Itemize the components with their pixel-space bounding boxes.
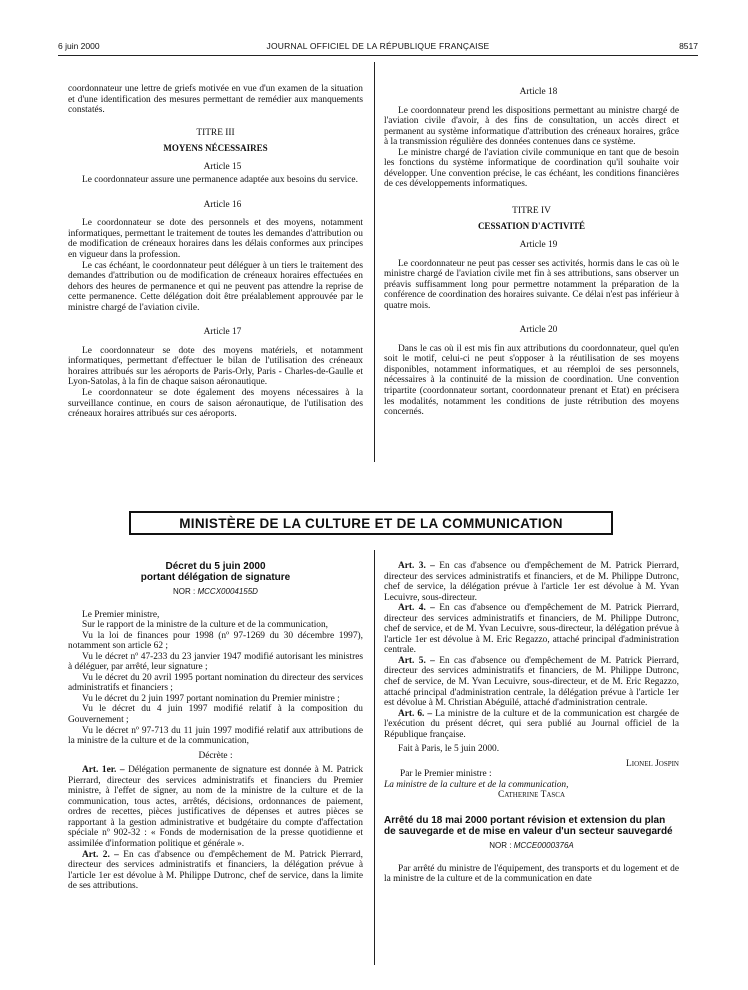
- visa-item: Sur le rapport de la ministre de la culture et de la communication,: [82, 620, 329, 631]
- titre-4-label: TITRE IV: [512, 205, 551, 216]
- article-1-label: Art. 1er. –: [82, 765, 125, 776]
- premier-ministre: Le Premier ministre,: [82, 609, 160, 620]
- titre-3-label: TITRE III: [196, 127, 235, 138]
- article-18-paragraph-2: Le ministre chargé de l'aviation civile communique en tant que de besoin les fonctions du système informatique de coordination qu'il souhaite voir développer. Une convention précise, le cas échéant, les conditions financières de ces développements informatiques.: [384, 147, 679, 190]
- titre-3-heading: MOYENS NÉCESSAIRES: [163, 143, 268, 154]
- article-1-text: Délégation permanente de signature est donnée à M. Patrick Pierrard, directeur des services administratifs et financiers du Premier ministre, à l'effet de signer, au nom de la ministre de la culture et de la communication, tous actes, arrêtés, décisions, ordonnances de paiement, ordres de recettes, pièces justificatives de dépenses et autres pièces se rapportant à la gestion administrative et budgétaire du compte d'affectation spéciale nº 902-32 : « Fonds de modernisation de la presse quotidienne et assimilée d'information politique et générale ».: [68, 765, 364, 850]
- article-6-text: La ministre de la culture et de la communication est chargée de l'exécution du présent décret, qui sera publié au Journal officiel de la République française.: [384, 708, 679, 740]
- issue-date: 6 juin 2000: [58, 41, 100, 51]
- decree-title-line-1: Décret du 5 juin 2000: [165, 561, 266, 572]
- article-16-label: Article 16: [203, 199, 242, 210]
- article-20-label: Article 20: [519, 325, 558, 336]
- arrete-nor: [384, 841, 679, 852]
- article-3: [384, 561, 679, 603]
- article-15-text: Le coordonnateur assure une permanence adaptée aux besoins du service.: [82, 175, 358, 186]
- top-right-column: [384, 87, 679, 418]
- article-20-text: Dans le cas où il est mis fin aux attributions du coordonnateur, quel qu'en soit le motif, celui-ci ne peut s'opposer à la réutilisation de ses moyens disponibles, notamment informatiques, et au réemploi de ses personnels, nécessaires à la continuité de la mission de coordination. Une convention tripartite (coordonnateur sortant, coordonnateur prenant et Etat) en précisera les modalités, notamment les conditions de juste rétribution des moyens concernés.: [384, 343, 679, 418]
- visa-item: Vu la loi de finances pour 1998 (nº 97-1269 du 30 décembre 1997), notamment son article 62 ;: [68, 630, 363, 652]
- decree-nor: [68, 587, 363, 598]
- bottom-left-column: [68, 561, 363, 892]
- bottom-right-column: [384, 561, 679, 885]
- article-6: [384, 709, 679, 741]
- journal-title: JOURNAL OFFICIEL DE LA RÉPUBLIQUE FRANÇAISE: [266, 41, 490, 51]
- decree-nor-label: NOR :: [173, 587, 196, 596]
- ministre-name: Catherine Tasca: [497, 790, 566, 801]
- article-15-label: Article 15: [203, 161, 242, 172]
- article-16-paragraph-1: Le coordonnateur se dote des personnels et des moyens, notamment informatiques, permettant le traitement de toutes les demandes d'attribution ou de modification de créneaux horaires dans les délais conformes aux principes en vigueur dans la profession.: [68, 218, 363, 261]
- article-6-label: Art. 6. –: [398, 708, 433, 719]
- article-2-label: Art. 2. –: [82, 849, 119, 860]
- page-header: [58, 41, 698, 55]
- par-le-premier-ministre: Par le Premier ministre :: [400, 769, 492, 780]
- article-19-text: Le coordonnateur ne peut pas cesser ses activités, hormis dans le cas où le ministre chargé de l'aviation civile met fin à ses attributions, sans observer un préavis suffisamment long pour permettre notamment la préparation de la conférence de coordination des horaires suivante. Ce délai n'est pas inférieur à quatre mois.: [384, 258, 679, 311]
- article-16-paragraph-2: Le cas échéant, le coordonnateur peut déléguer à un tiers le traitement des demandes d'attribution ou de modification de créneaux horaires effectuées en dehors des heures de permanence et qui ne peuvent pas attendre la reprise de cette permanence. Cette délégation doit être préalablement approuvée par le ministre chargé de l'aviation civile.: [68, 260, 363, 313]
- decree-title: [68, 561, 363, 583]
- article-5-text: En cas d'absence ou d'empêchement de M. Patrick Pierrard, directeur des services administratifs et financiers, de M. Philippe Dutronc, chef de service, de M. Yvan Lecuivre, sous-directeur, et de M. Eric Regazzo, attaché principal d'administration centrale, la délégation prévue à l'article 1er est dévolue à M. Christian Abéguilé, attaché d'administration centrale.: [384, 655, 680, 709]
- ministre-role: La ministre de la culture et de la communication,: [384, 779, 569, 790]
- visa-list: [68, 620, 363, 747]
- column-divider-bottom: [374, 550, 375, 965]
- arrete-nor-label: NOR :: [489, 841, 512, 851]
- signatory: Lionel Jospin: [626, 758, 679, 769]
- decrete: Décrète :: [198, 750, 233, 761]
- article-2-text: En cas d'absence ou d'empêchement de M. Patrick Pierrard, directeur des services administratifs et financiers, la délégation prévue à l'article 1er est dévolue à M. Philippe Dutronc, chef de service, dans la limite de ses attributions.: [68, 849, 364, 892]
- header-rule: [58, 55, 698, 56]
- article-1: [68, 765, 363, 849]
- article-4-text: En cas d'absence ou d'empêchement de M. Patrick Pierrard, directeur des services administratifs et financiers, de M. Philippe Dutronc, chef de service, et de M. Yvan Lecuivre, sous-directeur, la délégation prévue à l'article 1er est dévolue à M. Eric Regazzo, attaché principal d'administration centrale.: [384, 603, 680, 656]
- arrete-nor-code: MCCE0000376A: [513, 841, 574, 851]
- decree-nor-code: MCCX0004155D: [197, 587, 258, 596]
- continued-paragraph: coordonnateur une lettre de griefs motivée en vue d'un examen de la situation et d'une identification des mesures permettant de remédier aux manquements constatés.: [68, 84, 363, 116]
- visa-item: Vu le décret du 4 juin 1997 modifié relatif à la composition du Gouvernement ;: [68, 704, 363, 726]
- article-5: [384, 656, 679, 709]
- article-4-label: Art. 4. –: [398, 603, 435, 614]
- decree-title-line-2: portant délégation de signature: [140, 572, 291, 583]
- page-number: 8517: [679, 41, 698, 51]
- article-4: [384, 603, 679, 656]
- article-17-label: Article 17: [203, 327, 242, 338]
- arrete-title: Arrêté du 18 mai 2000 portant révision et extension du plan de sauvegarde et de mise en valeur d'un secteur sauvegardé: [384, 815, 673, 838]
- visa-item: Vu le décret du 2 juin 1997 portant nomination du Premier ministre ;: [82, 693, 340, 704]
- article-2: [68, 850, 363, 892]
- article-5-label: Art. 5. –: [398, 655, 435, 666]
- fait-a-paris: Fait à Paris, le 5 juin 2000.: [398, 744, 500, 755]
- article-19-label: Article 19: [519, 240, 558, 251]
- visa-item: Vu le décret nº 47-233 du 23 janvier 1947 modifié autorisant les ministres à déléguer, par arrêté, leur signature ;: [68, 651, 363, 673]
- ministry-banner: [129, 511, 613, 535]
- article-3-label: Art. 3. –: [398, 561, 435, 571]
- top-left-column: [68, 84, 363, 420]
- arrete-text: Par arrêté du ministre de l'équipement, des transports et du logement et de la ministre de la culture et de la communication en date: [384, 863, 679, 885]
- titre-4-heading: CESSATION D'ACTIVITÉ: [477, 221, 586, 232]
- ministry-title: MINISTÈRE DE LA CULTURE ET DE LA COMMUNICATION: [179, 515, 563, 531]
- article-18-label: Article 18: [519, 87, 558, 97]
- visa-item: Vu le décret du 20 avril 1995 portant nomination du directeur des services administratifs et financiers ;: [68, 672, 363, 694]
- article-17-paragraph-1: Le coordonnateur se dote des moyens matériels, et notamment informatiques, permettant d'effectuer le bilan de l'utilisation des créneaux horaires attribués sur les aéroports de Paris-Orly, Paris - Charles-de-Gaulle et Lyon-Satolas, à la fin de chaque saison aéronautique.: [68, 345, 363, 388]
- article-3-text: En cas d'absence ou d'empêchement de M. Patrick Pierrard, directeur des services administratifs et financiers, et de M. Philippe Dutronc, chef de service, la délégation prévue à l'article 1er est dévolue à M. Yvan Lecuivre, sous-directeur.: [384, 561, 680, 603]
- column-divider: [374, 62, 375, 462]
- article-17-paragraph-2: Le coordonnateur se dote également des moyens nécessaires à la surveillance continue, en cours de saison aéronautique, de l'utilisation des créneaux horaires attribués sur ces aéroports.: [68, 388, 363, 420]
- visa-item: Vu le décret nº 97-713 du 11 juin 1997 modifié relatif aux attributions de la ministre de la culture et de la communication,: [68, 725, 363, 747]
- article-18-paragraph-1: Le coordonnateur prend les dispositions permettant au ministre chargé de l'aviation civile d'avoir, à des fins de consultation, un accès direct et permanent au système informatique d'attribution des créneaux horaires, grâce à la transmission régulière des données contenues dans ce système.: [384, 105, 679, 148]
